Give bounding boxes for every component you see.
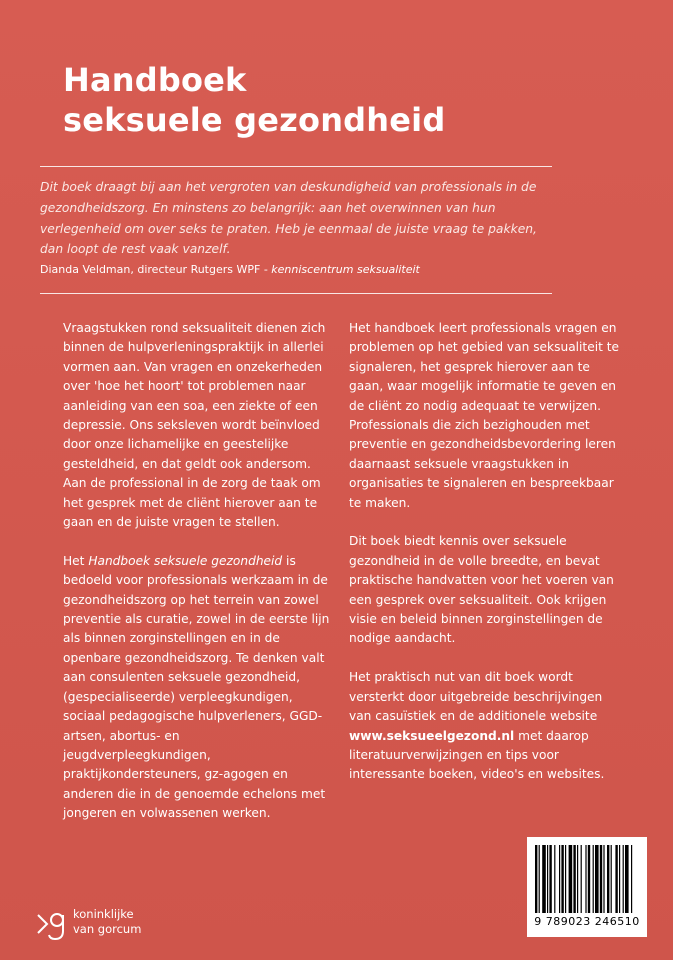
- barcode-bar: [535, 845, 537, 913]
- right-column: [349, 319, 624, 804]
- publisher-mark-icon: [35, 907, 69, 941]
- barcode-bar: [588, 845, 590, 913]
- barcode-bar: [539, 845, 540, 913]
- endorsement-quote: Dit boek draagt bij aan het vergroten van deskundigheid van professionals in de gezondheidszorg. En minstens zo belangrijk: aan het overwinnen van hun verlegenheid om over seks te praten. Heb je eenmaal de juiste vraag te pakken, dan loopt de rest vaak vanzelf.: [40, 180, 537, 257]
- barcode-bar: [549, 845, 551, 913]
- attribution-org: kenniscentrum seksualiteit: [271, 263, 420, 276]
- right-paragraph-2: Dit boek biedt kennis over seksuele gezondheid in de volle breedte, en bevat praktische handvatten voor het voeren van een gesprek over seksualiteit. Ook krijgen visie en beleid binnen zorginstellingen de nodige aandacht.: [349, 534, 614, 646]
- book-title-inline: Handboek seksuele gezondheid: [88, 553, 283, 568]
- barcode-bar: [619, 845, 620, 913]
- barcode-bar: [585, 845, 586, 913]
- book-title: [63, 60, 445, 140]
- barcode-bar: [615, 845, 617, 913]
- barcode-bar: [623, 845, 624, 913]
- barcode-bar: [547, 845, 548, 913]
- barcode-bars: [535, 845, 639, 913]
- barcode-bar: [561, 845, 563, 913]
- barcode-bar: [595, 845, 599, 913]
- publisher-logo: [35, 903, 175, 943]
- right-p3-pre: Het praktisch nut van dit boek wordt versterkt door uitgebreide beschrijvingen van casuïstiek en de additionele website: [349, 670, 603, 724]
- publisher-name: [73, 907, 141, 937]
- barcode-bar: [625, 845, 629, 913]
- barcode-bar: [565, 845, 566, 913]
- left-column: [63, 319, 331, 843]
- left-p2-pre: Het: [63, 553, 89, 568]
- left-p2-post: is bedoeld voor professionals werkzaam in de gezondheidszorg op het terrein van zowel preventie als curatie, zowel in de eerste lijn als binnen zorginstellingen en in de openbare gezondheidszorg. Te denken valt aan consulenten seksuele gezondheid, (gespecialiseerde) verpleegkundigen, sociaal pedagogische hulpverleners, GGD-artsen, abortus- en jeugdverpleegkundigen, praktijkondersteuners, gz-agogen en anderen die in de genoemde echelons met jongeren en volwassenen werken.: [63, 553, 330, 821]
- barcode-bar: [600, 845, 602, 913]
- barcode-bar: [631, 845, 632, 913]
- right-paragraph-1: Het handboek leert professionals vragen en problemen op het gebied van seksualiteit te signaleren, het gesprek hierover aan te gaan, waar mogelijk informatie te geven en de cliënt zo nodig adequaat te verwijzen. Professionals die zich bezighouden met preventie en gezondheidsbevordering leren daarnaast seksuele vraagstukken in organisaties te signaleren en bespreekbaar te maken.: [349, 321, 620, 510]
- barcode-bar: [559, 845, 560, 913]
- barcode-bar: [603, 845, 604, 913]
- publisher-line-2: van gorcum: [73, 922, 142, 936]
- divider-bottom: [40, 293, 552, 294]
- right-paragraph-3: [349, 668, 624, 784]
- right-p3-post: met daarop literatuurverwijzingen en tips voor interessante boeken, video's en websites.: [349, 728, 605, 782]
- barcode-bar: [569, 845, 573, 913]
- publisher-line-1: koninklijke: [73, 907, 134, 921]
- left-paragraph-1: Vraagstukken rond seksualiteit dienen zich binnen de hulpverleningspraktijk in allerlei vormen aan. Van vragen en onzekerheden over 'hoe het hoort' tot problemen naar aanleiding van een soa, een ziekte of een depressie. Ons seksleven wordt beïnvloed door onze lichamelijke en geestelijke gesteldheid, en dat geldt ook andersom. Aan de professional in de zorg de taak om het gesprek met de cliënt hierover aan te gaan en de juiste vragen te stellen.: [63, 321, 326, 530]
- quote-attribution: [40, 263, 560, 276]
- barcode-bar: [607, 845, 609, 913]
- barcode-bar: [611, 845, 612, 913]
- barcode-bar: [573, 845, 575, 913]
- left-paragraph-2: [63, 552, 331, 824]
- barcode-bar: [581, 845, 582, 913]
- barcode-bar: [577, 845, 578, 913]
- barcode-digits: 9 789023 246510: [534, 915, 640, 928]
- divider-top: [40, 166, 552, 167]
- website-link[interactable]: www.seksueelgezond.nl: [349, 728, 515, 743]
- barcode-bar: [542, 845, 546, 913]
- barcode-bar: [554, 845, 555, 913]
- title-line-1: Handboek: [63, 61, 247, 99]
- attribution-name: Dianda Veldman, directeur Rutgers WPF -: [40, 263, 272, 276]
- barcode-bar: [593, 845, 594, 913]
- isbn-barcode: [527, 837, 647, 937]
- title-line-2: seksuele gezondheid: [63, 101, 446, 139]
